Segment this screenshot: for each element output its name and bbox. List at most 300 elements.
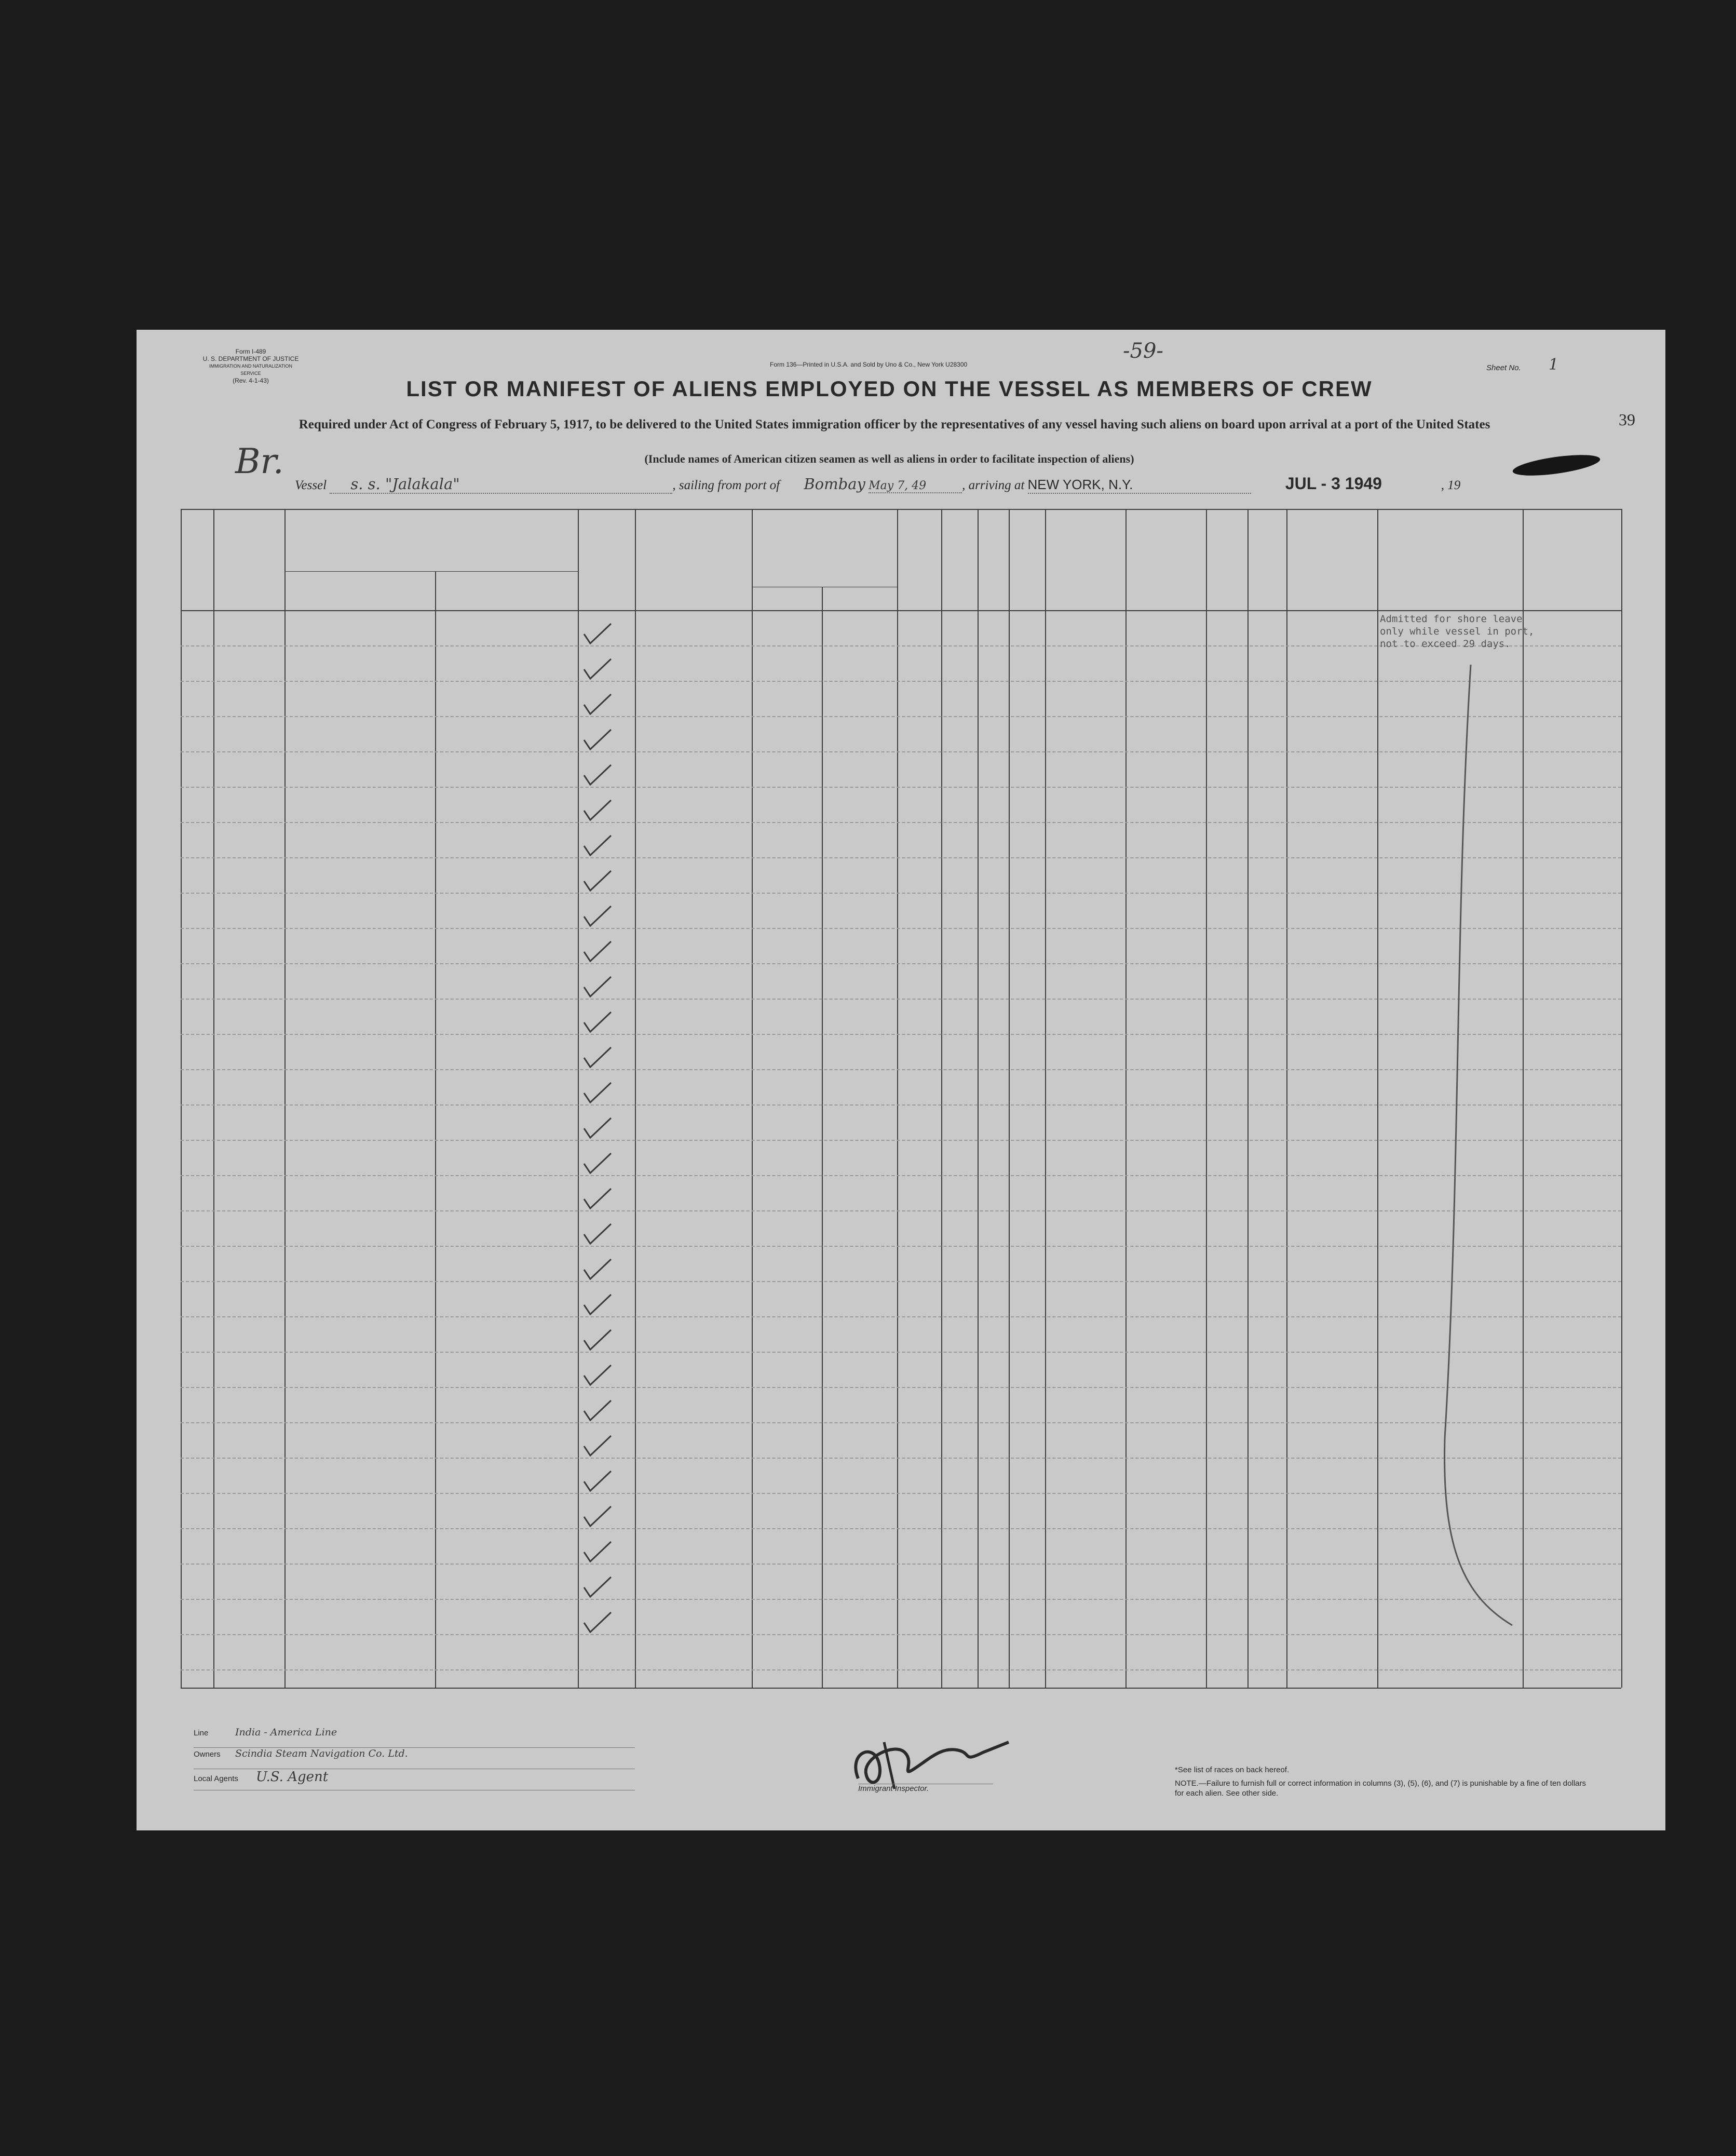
note-text: —Failure to furnish full or correct information in columns (3), (5), (6), and (7) is punishable by a fine of ten dollars for each alien. See other side. <box>1175 1779 1586 1798</box>
agents-label: Local Agents <box>194 1774 238 1783</box>
header-bottom-rule <box>181 610 1621 611</box>
check-mark-icon <box>582 1221 613 1247</box>
position <box>637 1465 750 1495</box>
age <box>980 617 1007 648</box>
physical-marks <box>1289 937 1375 966</box>
sex <box>1011 1112 1043 1142</box>
height <box>1208 1006 1245 1036</box>
shipped-when <box>754 829 820 859</box>
age <box>980 1041 1007 1071</box>
shipped-where <box>824 829 895 859</box>
check-mark-icon <box>582 1185 613 1211</box>
family-name <box>287 1006 433 1036</box>
given-name <box>437 1182 576 1212</box>
height <box>1208 617 1245 648</box>
position <box>637 1430 750 1460</box>
include-note: (Include names of American citizen seamen as well as aliens in order to facilitate inspection of aliens) <box>644 452 1134 465</box>
physical-marks <box>1289 1538 1375 1567</box>
sex <box>1011 617 1043 648</box>
race <box>1047 1500 1123 1530</box>
sailing-label: , sailing from port of <box>672 478 780 492</box>
weight <box>1250 1182 1284 1212</box>
race <box>1047 653 1123 683</box>
given-name <box>437 1253 576 1283</box>
sailing-port: Bombay <box>804 475 865 493</box>
race <box>1047 1112 1123 1142</box>
family-name <box>287 1359 433 1389</box>
able-to-read <box>943 1076 975 1107</box>
age <box>980 723 1007 753</box>
member-last-voyage <box>215 759 282 789</box>
weight <box>1250 794 1284 824</box>
physical-marks <box>1289 1396 1375 1425</box>
nationality <box>1128 1288 1204 1318</box>
discharged <box>899 1359 939 1389</box>
member-last-voyage <box>215 1288 282 1318</box>
able-to-read <box>943 1253 975 1283</box>
physical-marks <box>1289 690 1375 719</box>
member-last-voyage <box>215 1182 282 1212</box>
weight <box>1250 1253 1284 1283</box>
weight <box>1250 1218 1284 1248</box>
column-rule <box>213 509 214 1688</box>
height <box>1208 759 1245 789</box>
weight <box>1250 1041 1284 1071</box>
shipped-where <box>824 688 895 718</box>
given-name <box>437 1147 576 1177</box>
column-rule <box>578 509 579 1688</box>
vessel-line <box>295 474 1645 494</box>
weight <box>1250 759 1284 789</box>
race <box>1047 1465 1123 1495</box>
member-last-voyage <box>215 794 282 824</box>
family-name <box>287 653 433 683</box>
race <box>1047 1359 1123 1389</box>
check-mark-icon <box>582 1362 613 1388</box>
given-name <box>437 688 576 718</box>
nationality <box>1128 1465 1204 1495</box>
given-name <box>437 1535 576 1566</box>
shipped-where <box>824 1147 895 1177</box>
given-name <box>437 1112 576 1142</box>
physical-marks <box>1289 1432 1375 1461</box>
discharged <box>899 1606 939 1636</box>
family-name <box>287 865 433 895</box>
age <box>980 1571 1007 1601</box>
member-last-voyage <box>215 1006 282 1036</box>
family-name <box>287 1606 433 1636</box>
column-rule <box>1286 509 1287 1688</box>
able-to-read <box>943 723 975 753</box>
age <box>980 935 1007 965</box>
weight <box>1250 900 1284 930</box>
able-to-read <box>943 1006 975 1036</box>
discharged <box>899 1500 939 1530</box>
arrival-date: JUL - 3 1949 <box>1285 474 1382 493</box>
able-to-read <box>943 900 975 930</box>
race <box>1047 1288 1123 1318</box>
member-last-voyage <box>215 971 282 1001</box>
check-mark-icon <box>582 938 613 964</box>
shipped-when <box>754 900 820 930</box>
shipped-when <box>754 1500 820 1530</box>
family-name <box>287 935 433 965</box>
discharged <box>899 1253 939 1283</box>
member-last-voyage <box>215 1359 282 1389</box>
check-mark-icon <box>582 868 613 894</box>
height <box>1208 1535 1245 1566</box>
check-mark-icon <box>582 1433 613 1459</box>
able-to-read <box>943 1535 975 1566</box>
position <box>637 1253 750 1283</box>
member-last-voyage <box>215 1465 282 1495</box>
position <box>637 1359 750 1389</box>
shipped-when <box>754 1606 820 1636</box>
family-name <box>287 900 433 930</box>
physical-marks <box>1289 867 1375 896</box>
height <box>1208 1112 1245 1142</box>
race <box>1047 1641 1123 1672</box>
race <box>1047 1394 1123 1424</box>
member-last-voyage <box>215 688 282 718</box>
shipped-when <box>754 935 820 965</box>
height <box>1208 1076 1245 1107</box>
discharged <box>899 1535 939 1566</box>
discharged <box>899 794 939 824</box>
family-name <box>287 1430 433 1460</box>
family-name <box>287 688 433 718</box>
physical-marks <box>1289 1290 1375 1319</box>
vessel-label: Vessel <box>295 478 327 492</box>
physical-marks <box>1289 1608 1375 1637</box>
physical-marks <box>1289 1573 1375 1602</box>
table-bottom-rule <box>181 1688 1621 1689</box>
position <box>637 1324 750 1354</box>
physical-marks <box>1289 619 1375 649</box>
weight <box>1250 688 1284 718</box>
position <box>637 1606 750 1636</box>
column-rule <box>941 509 942 1688</box>
note-label: NOTE. <box>1175 1779 1199 1788</box>
vessel-name: s. s. "Jalakala" <box>330 475 672 494</box>
weight <box>1250 1465 1284 1495</box>
member-last-voyage <box>215 1218 282 1248</box>
nationality <box>1128 1500 1204 1530</box>
physical-marks <box>1289 1114 1375 1143</box>
discharged <box>899 971 939 1001</box>
member-last-voyage <box>215 653 282 683</box>
given-name <box>437 935 576 965</box>
check-mark-icon <box>582 691 613 717</box>
height <box>1208 1571 1245 1601</box>
shipped-where <box>824 617 895 648</box>
height <box>1208 1394 1245 1424</box>
able-to-read <box>943 617 975 648</box>
check-mark-icon <box>582 1609 613 1635</box>
sheet-number: 1 <box>1549 356 1559 374</box>
shipped-where <box>824 1606 895 1636</box>
sex <box>1011 1500 1043 1530</box>
column-rule <box>1621 509 1622 1688</box>
race <box>1047 1041 1123 1071</box>
able-to-read <box>943 1571 975 1601</box>
able-to-read <box>943 1182 975 1212</box>
race <box>1047 900 1123 930</box>
family-name <box>287 794 433 824</box>
remarks-pencil-line <box>1440 659 1523 1646</box>
nationality <box>1128 723 1204 753</box>
sex <box>1011 829 1043 859</box>
shipped-where <box>824 900 895 930</box>
member-last-voyage <box>215 1430 282 1460</box>
member-last-voyage <box>215 829 282 859</box>
discharged <box>899 1324 939 1354</box>
physical-marks <box>1289 1467 1375 1496</box>
sex <box>1011 1041 1043 1071</box>
nationality <box>1128 900 1204 930</box>
shipped-when <box>754 1430 820 1460</box>
shipped-when <box>754 1571 820 1601</box>
weight <box>1250 1535 1284 1566</box>
nationality <box>1128 865 1204 895</box>
height <box>1208 1253 1245 1283</box>
name-split-rule <box>435 571 436 1688</box>
check-mark-icon <box>582 1291 613 1317</box>
sex <box>1011 1535 1043 1566</box>
position <box>637 1394 750 1424</box>
sex <box>1011 865 1043 895</box>
family-name <box>287 1394 433 1424</box>
member-last-voyage <box>215 1041 282 1071</box>
shipped-where <box>824 865 895 895</box>
height <box>1208 1147 1245 1177</box>
race <box>1047 829 1123 859</box>
shipped-where <box>824 653 895 683</box>
column-rule <box>1009 509 1010 1688</box>
race <box>1047 1076 1123 1107</box>
shipped-when <box>754 1288 820 1318</box>
race <box>1047 759 1123 789</box>
nationality <box>1128 1006 1204 1036</box>
member-last-voyage <box>215 1571 282 1601</box>
physical-marks <box>1289 1184 1375 1214</box>
discharged <box>899 829 939 859</box>
weight <box>1250 829 1284 859</box>
age <box>980 1147 1007 1177</box>
age <box>980 1006 1007 1036</box>
age <box>980 1606 1007 1636</box>
check-mark-icon <box>582 1044 613 1070</box>
sex <box>1011 1465 1043 1495</box>
age <box>980 865 1007 895</box>
shipped-when <box>754 1535 820 1566</box>
nationality <box>1128 1394 1204 1424</box>
height <box>1208 1218 1245 1248</box>
sex <box>1011 1182 1043 1212</box>
given-name <box>437 1430 576 1460</box>
position <box>637 1147 750 1177</box>
member-last-voyage <box>215 900 282 930</box>
able-to-read <box>943 1606 975 1636</box>
remarks-stamp: Admitted for shore leave only while vessel in port, not to exceed 29 days. <box>1380 613 1535 650</box>
age <box>980 1182 1007 1212</box>
check-mark-icon <box>582 1256 613 1282</box>
position <box>637 1182 750 1212</box>
column-rule <box>752 509 753 1688</box>
physical-marks <box>1289 973 1375 1002</box>
shipped-where <box>824 1394 895 1424</box>
physical-marks <box>1289 1149 1375 1178</box>
family-name <box>287 1076 433 1107</box>
weight <box>1250 1430 1284 1460</box>
check-mark-icon <box>582 656 613 682</box>
arriving-label: , arriving at <box>962 478 1025 492</box>
weight <box>1250 1288 1284 1318</box>
weight <box>1250 1324 1284 1354</box>
shipped-when <box>754 1182 820 1212</box>
position <box>637 900 750 930</box>
member-last-voyage <box>215 1535 282 1566</box>
shipped-where <box>824 935 895 965</box>
page-title: LIST OR MANIFEST OF ALIENS EMPLOYED ON THE VESSEL AS MEMBERS OF CREW <box>406 376 1373 401</box>
nationality <box>1128 1571 1204 1601</box>
discharged <box>899 1182 939 1212</box>
check-mark-icon <box>582 762 613 788</box>
form-number: Form I-489 <box>235 348 266 355</box>
owners-value: Scindia Steam Navigation Co. Ltd. <box>235 1748 408 1759</box>
family-name <box>287 829 433 859</box>
shipped-when <box>754 1041 820 1071</box>
sailing-date: May 7, 49 <box>869 479 962 493</box>
physical-marks <box>1289 725 1375 754</box>
shipped-where <box>824 1182 895 1212</box>
family-name <box>287 971 433 1001</box>
shipped-when <box>754 971 820 1001</box>
age <box>980 1288 1007 1318</box>
given-name <box>437 1465 576 1495</box>
discharged <box>899 1006 939 1036</box>
inspector-signature <box>837 1721 1055 1794</box>
shipped-when <box>754 1324 820 1354</box>
column-rule <box>1247 509 1249 1688</box>
given-name <box>437 1571 576 1601</box>
shipped-when <box>754 1359 820 1389</box>
discharged <box>899 653 939 683</box>
age <box>980 1394 1007 1424</box>
weight <box>1250 1606 1284 1636</box>
nationality <box>1128 935 1204 965</box>
shipped-where <box>824 1041 895 1071</box>
weight <box>1250 865 1284 895</box>
physical-marks <box>1289 902 1375 931</box>
sex <box>1011 971 1043 1001</box>
manifest-page <box>137 330 1665 1830</box>
position <box>637 1112 750 1142</box>
given-name <box>437 723 576 753</box>
crew-table <box>137 509 1665 1688</box>
position <box>637 1006 750 1036</box>
height <box>1208 1465 1245 1495</box>
family-name <box>287 1253 433 1283</box>
race <box>1047 1253 1123 1283</box>
family-name <box>287 617 433 648</box>
position <box>637 1500 750 1530</box>
nationality <box>1128 1218 1204 1248</box>
penalty-note <box>1175 1778 1590 1798</box>
able-to-read <box>943 829 975 859</box>
member-last-voyage <box>215 1253 282 1283</box>
physical-marks <box>1289 796 1375 825</box>
weight <box>1250 1006 1284 1036</box>
height <box>1208 1288 1245 1318</box>
line-label: Line <box>194 1729 209 1737</box>
printer-note: Form 136—Printed in U.S.A. and Sold by Uno & Co., New York U28300 <box>770 361 968 368</box>
shipped-where <box>824 1112 895 1142</box>
shipped-when <box>754 617 820 648</box>
shipped-when <box>754 865 820 895</box>
able-to-read <box>943 1147 975 1177</box>
shipped-when <box>754 794 820 824</box>
given-name <box>437 1641 576 1672</box>
able-to-read <box>943 653 975 683</box>
family-name <box>287 1500 433 1530</box>
year-suffix: , 19 <box>1441 478 1461 492</box>
physical-marks <box>1289 655 1375 684</box>
physical-marks <box>1289 831 1375 860</box>
age <box>980 829 1007 859</box>
height <box>1208 1359 1245 1389</box>
given-name <box>437 971 576 1001</box>
column-rule <box>897 509 898 1688</box>
shipped-where <box>824 1535 895 1566</box>
sheet-label: Sheet No. <box>1486 363 1521 372</box>
weight <box>1250 617 1284 648</box>
member-last-voyage <box>215 1324 282 1354</box>
owners-label: Owners <box>194 1750 221 1759</box>
age <box>980 1430 1007 1460</box>
height <box>1208 900 1245 930</box>
member-last-voyage <box>215 1076 282 1107</box>
able-to-read <box>943 759 975 789</box>
sex <box>1011 1430 1043 1460</box>
age <box>980 1076 1007 1107</box>
sex <box>1011 900 1043 930</box>
family-name <box>287 1147 433 1177</box>
shipped-where <box>824 1641 895 1672</box>
column-rule <box>1377 509 1378 1688</box>
given-name <box>437 1324 576 1354</box>
column-rule <box>1206 509 1207 1688</box>
race <box>1047 1430 1123 1460</box>
height <box>1208 1430 1245 1460</box>
nationality <box>1128 1535 1204 1566</box>
check-mark-icon <box>582 1080 613 1106</box>
race <box>1047 617 1123 648</box>
shipped-when <box>754 759 820 789</box>
nationality <box>1128 1147 1204 1177</box>
able-to-read <box>943 1041 975 1071</box>
check-mark-icon <box>582 1327 613 1353</box>
line-value: India - America Line <box>235 1727 337 1738</box>
nationality <box>1128 1041 1204 1071</box>
race <box>1047 1147 1123 1177</box>
shipped-when <box>754 1147 820 1177</box>
check-mark-icon <box>582 1503 613 1529</box>
nationality <box>1128 759 1204 789</box>
column-rule <box>1523 509 1524 1688</box>
family-name <box>287 759 433 789</box>
discharged <box>899 1112 939 1142</box>
